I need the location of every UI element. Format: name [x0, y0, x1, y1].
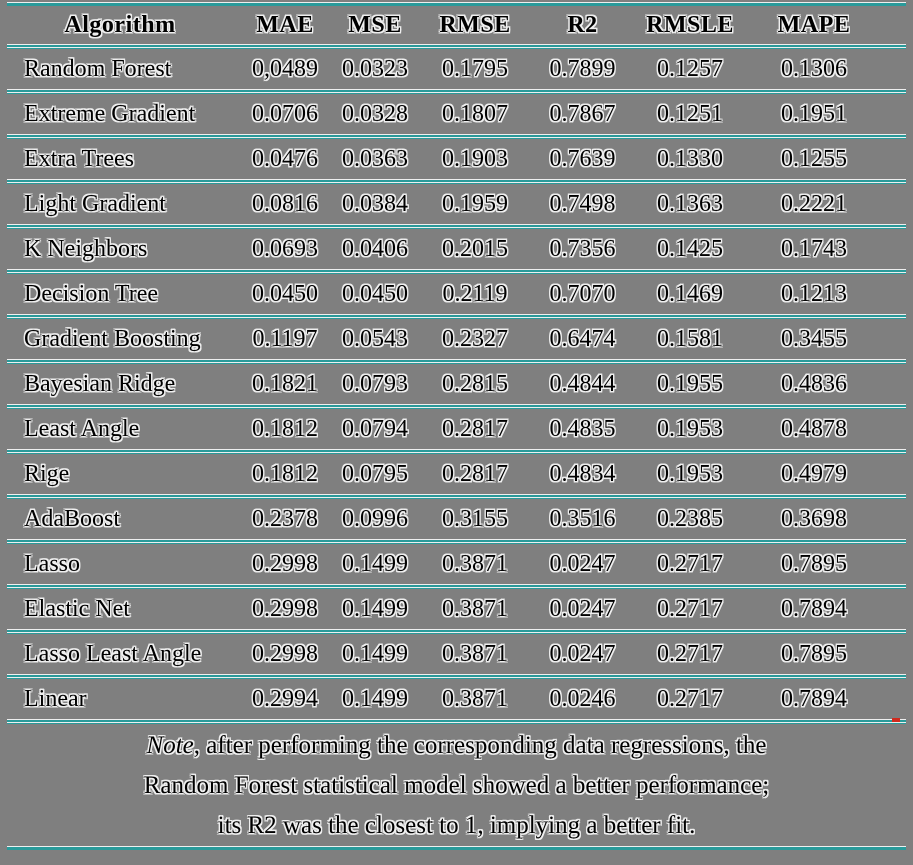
rmse-cell: 0.3871: [442, 595, 508, 622]
table-row: [0, 409, 913, 449]
rmsle-cell: 0.1425: [657, 235, 723, 262]
mape-cell: 0.7894: [781, 685, 847, 712]
mae-cell: 0.0706: [252, 100, 318, 127]
rmse-cell: 0.1807: [442, 100, 508, 127]
mape-cell: 0.7895: [781, 550, 847, 577]
note-line-1-text: , after performing the corresponding data regressions, the: [193, 732, 767, 759]
mae-cell: 0,0489: [252, 55, 318, 82]
table-row: [0, 49, 913, 89]
mae-cell: 0.2994: [252, 685, 318, 712]
rmse-cell: 0.1903: [442, 145, 508, 172]
algorithm-cell: AdaBoost: [24, 505, 120, 532]
mape-cell: 0.7894: [781, 595, 847, 622]
rmsle-cell: 0.1251: [657, 100, 723, 127]
table-body: [0, 49, 913, 724]
r2-cell: 0.6474: [549, 325, 616, 352]
table-row: [0, 679, 913, 719]
rmse-cell: 0.3155: [442, 505, 508, 532]
rmsle-cell: 0.1955: [657, 370, 723, 397]
row-divider: [7, 404, 906, 409]
table-row: [0, 544, 913, 584]
rmse-cell: 0.3871: [442, 685, 508, 712]
row-divider: [7, 494, 906, 499]
row-divider: [7, 719, 906, 724]
mape-cell: 0.1743: [781, 235, 847, 262]
r2-cell: 0.0247: [549, 640, 616, 667]
note-line-3: its R2 was the closest to 1, implying a better fit.: [217, 812, 696, 839]
r2-cell: 0.0246: [549, 685, 616, 712]
algorithm-cell: Gradient Boosting: [24, 325, 201, 352]
mse-cell: 0.0384: [342, 190, 408, 217]
table-row: [0, 364, 913, 404]
header-divider: [7, 44, 906, 49]
row-divider: [7, 584, 906, 589]
rmse-cell: 0.2815: [442, 370, 508, 397]
r2-cell: 0.4844: [549, 370, 616, 397]
rmsle-cell: 0.1581: [657, 325, 723, 352]
column-header-algorithm: Algorithm: [64, 11, 176, 38]
r2-cell: 0.7639: [549, 145, 616, 172]
rmsle-cell: 0.1953: [657, 460, 723, 487]
row-divider: [7, 224, 906, 229]
rmse-cell: 0.2015: [442, 235, 508, 262]
r2-cell: 0.7899: [549, 55, 616, 82]
row-divider: [7, 539, 906, 544]
rmsle-cell: 0.2717: [657, 685, 723, 712]
mape-cell: 0.7895: [781, 640, 847, 667]
mape-cell: 0.1306: [781, 55, 847, 82]
r2-cell: 0.4834: [549, 460, 616, 487]
row-divider: [7, 89, 906, 94]
mape-cell: 0.3455: [781, 325, 847, 352]
mae-cell: 0.0450: [252, 280, 318, 307]
note-line-2: Random Forest statistical model showed a better performance;: [143, 772, 770, 799]
row-divider: [7, 269, 906, 274]
note-lead-word: Note: [146, 732, 194, 759]
rmsle-cell: 0.2717: [657, 550, 723, 577]
rmsle-cell: 0.1363: [657, 190, 723, 217]
r2-cell: 0.7498: [549, 190, 616, 217]
mape-cell: 0.3698: [781, 505, 847, 532]
row-divider: [7, 359, 906, 364]
mse-cell: 0.1499: [342, 595, 408, 622]
table-row: [0, 454, 913, 494]
r2-cell: 0.7867: [549, 100, 616, 127]
rmsle-cell: 0.2717: [657, 640, 723, 667]
algorithm-cell: Elastic Net: [24, 595, 130, 622]
row-divider: [7, 629, 906, 634]
table-row: [0, 634, 913, 674]
mape-cell: 0.4878: [781, 415, 847, 442]
column-header-mse: MSE: [348, 11, 402, 38]
rmsle-cell: 0.2717: [657, 595, 723, 622]
red-artifact-mark: [892, 718, 900, 722]
algorithm-cell: Lasso: [24, 550, 80, 577]
row-divider: [7, 449, 906, 454]
algorithm-cell: Bayesian Ridge: [24, 370, 176, 397]
rmse-cell: 0.1959: [442, 190, 508, 217]
row-divider: [7, 314, 906, 319]
algorithm-cell: Lasso Least Angle: [24, 640, 202, 667]
mse-cell: 0.0323: [342, 55, 408, 82]
mape-cell: 0.4979: [781, 460, 847, 487]
mse-cell: 0.0793: [342, 370, 408, 397]
rmse-cell: 0.2327: [442, 325, 508, 352]
mape-cell: 0.4836: [781, 370, 847, 397]
rmse-cell: 0.1795: [442, 55, 508, 82]
table-header-row: [0, 6, 913, 44]
mse-cell: 0.0406: [342, 235, 408, 262]
mae-cell: 0.2998: [252, 595, 318, 622]
mae-cell: 0.1812: [252, 460, 318, 487]
rmsle-cell: 0.1469: [657, 280, 723, 307]
table-row: [0, 94, 913, 134]
mape-cell: 0.2221: [781, 190, 847, 217]
mape-cell: 0.1951: [781, 100, 847, 127]
mse-cell: 0.0363: [342, 145, 408, 172]
column-header-r2: R2: [567, 11, 598, 38]
algorithm-cell: Extra Trees: [24, 145, 134, 172]
mse-cell: 0.0543: [342, 325, 408, 352]
r2-cell: 0.3516: [549, 505, 616, 532]
mae-cell: 0.1812: [252, 415, 318, 442]
r2-cell: 0.0247: [549, 595, 616, 622]
algorithm-cell: Least Angle: [24, 415, 140, 442]
rmsle-cell: 0.1257: [657, 55, 723, 82]
mse-cell: 0.1499: [342, 550, 408, 577]
mae-cell: 0.2998: [252, 640, 318, 667]
rmse-cell: 0.2817: [442, 460, 508, 487]
r2-cell: 0.7356: [549, 235, 616, 262]
algorithm-cell: Rige: [24, 460, 70, 487]
mse-cell: 0.0795: [342, 460, 408, 487]
mse-cell: 0.0794: [342, 415, 408, 442]
rmse-cell: 0.2817: [442, 415, 508, 442]
mae-cell: 0.0816: [252, 190, 318, 217]
note-line-1: [0, 726, 913, 766]
table-note: [0, 724, 913, 846]
mse-cell: 0.0450: [342, 280, 408, 307]
algorithm-cell: Random Forest: [24, 55, 172, 82]
rmse-cell: 0.2119: [442, 280, 508, 307]
table-row: [0, 274, 913, 314]
row-divider: [7, 674, 906, 679]
table-row: [0, 229, 913, 269]
row-divider: [7, 134, 906, 139]
rmse-cell: 0.3871: [442, 640, 508, 667]
table-row: [0, 184, 913, 224]
column-header-rmsle: RMSLE: [646, 11, 734, 38]
row-divider: [7, 179, 906, 184]
table-row: [0, 589, 913, 629]
mae-cell: 0.2378: [252, 505, 318, 532]
rmsle-cell: 0.1330: [657, 145, 723, 172]
algorithm-cell: Linear: [24, 685, 87, 712]
mae-cell: 0.0476: [252, 145, 318, 172]
table-row: [0, 319, 913, 359]
mape-cell: 0.1213: [781, 280, 847, 307]
r2-cell: 0.4835: [549, 415, 616, 442]
mse-cell: 0.0996: [342, 505, 408, 532]
mse-cell: 0.0328: [342, 100, 408, 127]
algorithm-cell: Decision Tree: [24, 280, 158, 307]
mae-cell: 0.1821: [252, 370, 318, 397]
table-row: [0, 139, 913, 179]
table-row: [0, 499, 913, 539]
column-header-mae: MAE: [256, 11, 314, 38]
algorithm-cell: K Neighbors: [24, 235, 148, 262]
algorithm-cell: Extreme Gradient: [24, 100, 196, 127]
mape-cell: 0.1255: [781, 145, 847, 172]
mse-cell: 0.1499: [342, 685, 408, 712]
mae-cell: 0.1197: [252, 325, 318, 352]
mae-cell: 0.2998: [252, 550, 318, 577]
rmse-cell: 0.3871: [442, 550, 508, 577]
r2-cell: 0.0247: [549, 550, 616, 577]
rmsle-cell: 0.2385: [657, 505, 723, 532]
column-header-mape: MAPE: [777, 11, 851, 38]
r2-cell: 0.7070: [549, 280, 616, 307]
algorithm-cell: Light Gradient: [24, 190, 166, 217]
column-header-rmse: RMSE: [439, 11, 511, 38]
rmsle-cell: 0.1953: [657, 415, 723, 442]
table-bottom-border: [7, 846, 906, 850]
mae-cell: 0.0693: [252, 235, 318, 262]
mse-cell: 0.1499: [342, 640, 408, 667]
